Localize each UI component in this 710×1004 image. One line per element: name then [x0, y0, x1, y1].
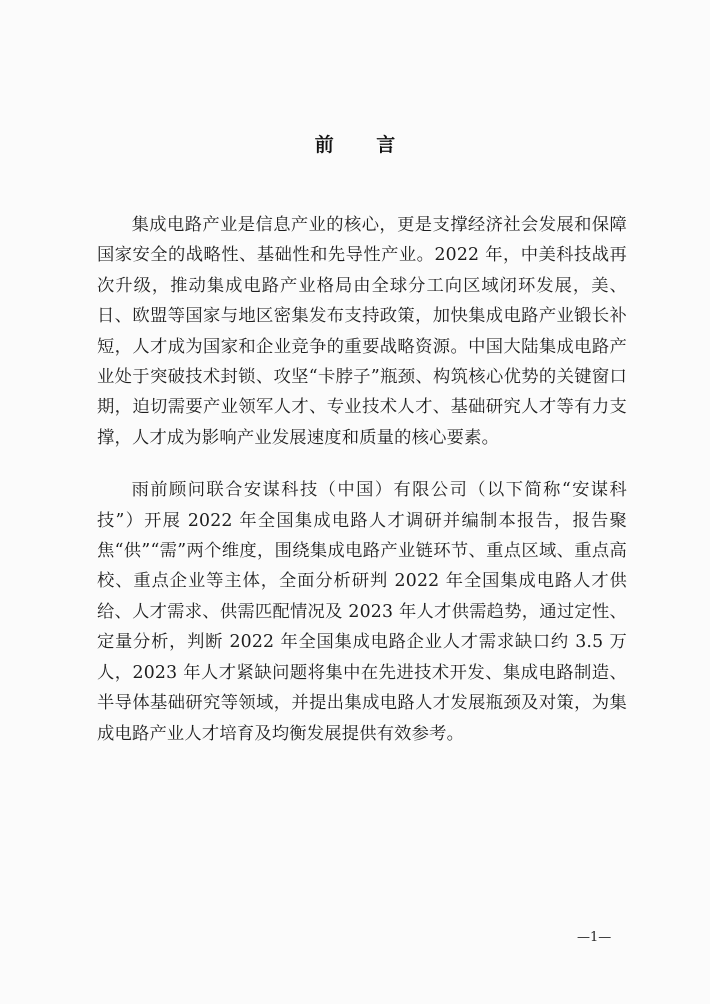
body-text — [97, 210, 627, 771]
paragraph-intro: 集成电路产业是信息产业的核心，更是支撑经济社会发展和保障国家安全的战略性、基础性和先导性产业。2022 年，中美科技战再次升级，推动集成电路产业格局由全球分工向区域闭环发展，美、日、欧盟等国家与地区密集发布支持政策，加快集成电路产业锻长补短，人才成为国家和企业竞争的重要战略资源。中国大陆集成电路产业处于突破技术封锁、攻坚“卡脖子”瓶颈、构筑核心优势的关键窗口期，迫切需要产业领军人才、专业技术人才、基础研究人才等有力支撑，人才成为影响产业发展速度和质量的核心要素。 — [97, 215, 627, 448]
paragraph-report-summary: 雨前顾问联合安谋科技（中国）有限公司（以下简称“安谋科技”）开展 2022 年全国集成电路人才调研并编制本报告，报告聚焦“供”“需”两个维度，围绕集成电路产业链环节、重点区域、重点高校、重点企业等主体，全面分析研判 2022 年全国集成电路人才供给、人才需求、供需匹配情况及 2023 年人才供需趋势，通过定性、定量分析，判断 2022 年全国集成电路企业人才需求缺口约 3.5 万人，2023 年人才紧缺问题将集中在先进技术开发、集成电路制造、半导体基础研究等领域，并提出集成电路人才发展瓶颈及对策，为集成电路产业人才培育及均衡发展提供有效参考。 — [97, 480, 627, 744]
page-number: —1— — [577, 930, 612, 945]
page-title: 前 言 — [314, 134, 414, 156]
